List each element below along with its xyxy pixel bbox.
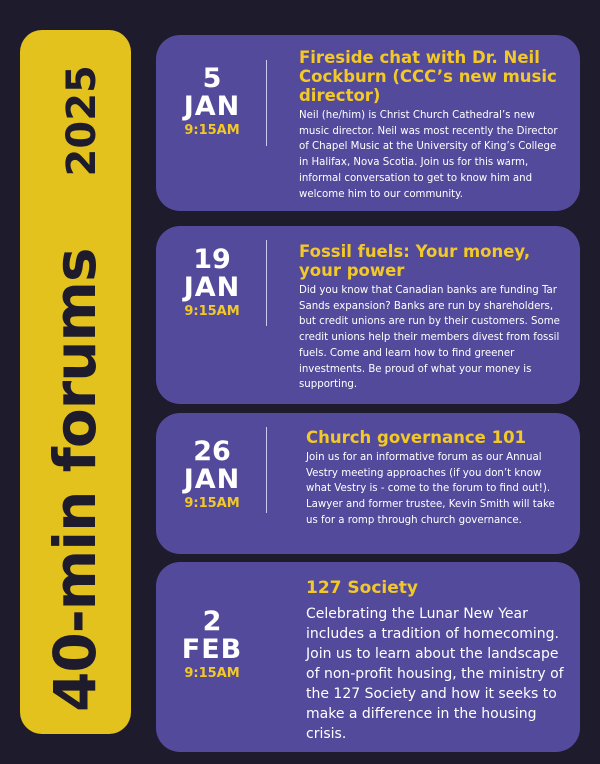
event-date — [156, 608, 268, 683]
event-description: Celebrating the Lunar New Year includes a tradition of homecoming. Join us to learn about the landscape of non-profit housing, the ministry of the 127 Society and how it seeks to make a difference in the housing crisis. — [306, 606, 564, 742]
event-month: JAN — [183, 91, 241, 122]
event-day: 5 — [202, 63, 222, 94]
event-content — [299, 48, 566, 202]
event-card — [156, 562, 580, 752]
event-title: Church governance 101 — [306, 428, 527, 447]
event-time: 9:15AM — [184, 496, 240, 511]
event-month: JAN — [183, 272, 241, 303]
event-card — [156, 35, 580, 211]
event-description: Join us for an informative forum as our Annual Vestry meeting approaches (if you don’t know what Vestry is - come to the forum to find out!). Lawyer and former trustee, Kevin Smith will take us for a romp through church governance. — [306, 452, 555, 526]
year-label: 2025 — [59, 65, 105, 177]
event-date — [156, 246, 268, 321]
event-day: 26 — [193, 436, 231, 467]
event-time: 9:15AM — [184, 666, 240, 681]
event-date — [156, 438, 268, 513]
event-month: FEB — [181, 634, 243, 665]
event-time: 9:15AM — [184, 304, 240, 319]
event-content — [306, 428, 566, 529]
event-month: JAN — [183, 464, 241, 495]
event-content — [299, 242, 566, 393]
side-banner-text — [41, 52, 109, 712]
event-time: 9:15AM — [184, 123, 240, 138]
date-divider — [266, 60, 267, 146]
event-card — [156, 413, 580, 554]
event-date — [156, 65, 268, 140]
event-day: 19 — [193, 244, 231, 275]
event-description: Did you know that Canadian banks are funding Tar Sands expansion? Banks are run by shareholders, but credit unions are run by their customers. Some credit unions help their members divest from fossil fuels. Come and learn how to find greener investments. Be proud of what your money is supporting. — [299, 285, 560, 391]
event-description: Neil (he/him) is Christ Church Cathedral’s new music director. Neil was most recently the Director of Chapel Music at the University of King’s College in Halifax, Nova Scotia. Join us for this warm, informal conversation to get to know him and welcome him to our community. — [299, 110, 558, 200]
event-title: 127 Society — [306, 578, 418, 598]
event-content — [306, 579, 566, 744]
event-title: Fireside chat with Dr. Neil Cockburn (CCC’s new music director) — [299, 48, 557, 105]
event-card — [156, 226, 580, 404]
event-title: Fossil fuels: Your money, your power — [299, 242, 531, 280]
forums-title: 40-min forums — [41, 248, 109, 712]
event-day: 2 — [202, 606, 222, 637]
date-divider — [266, 427, 267, 513]
date-divider — [266, 240, 267, 326]
